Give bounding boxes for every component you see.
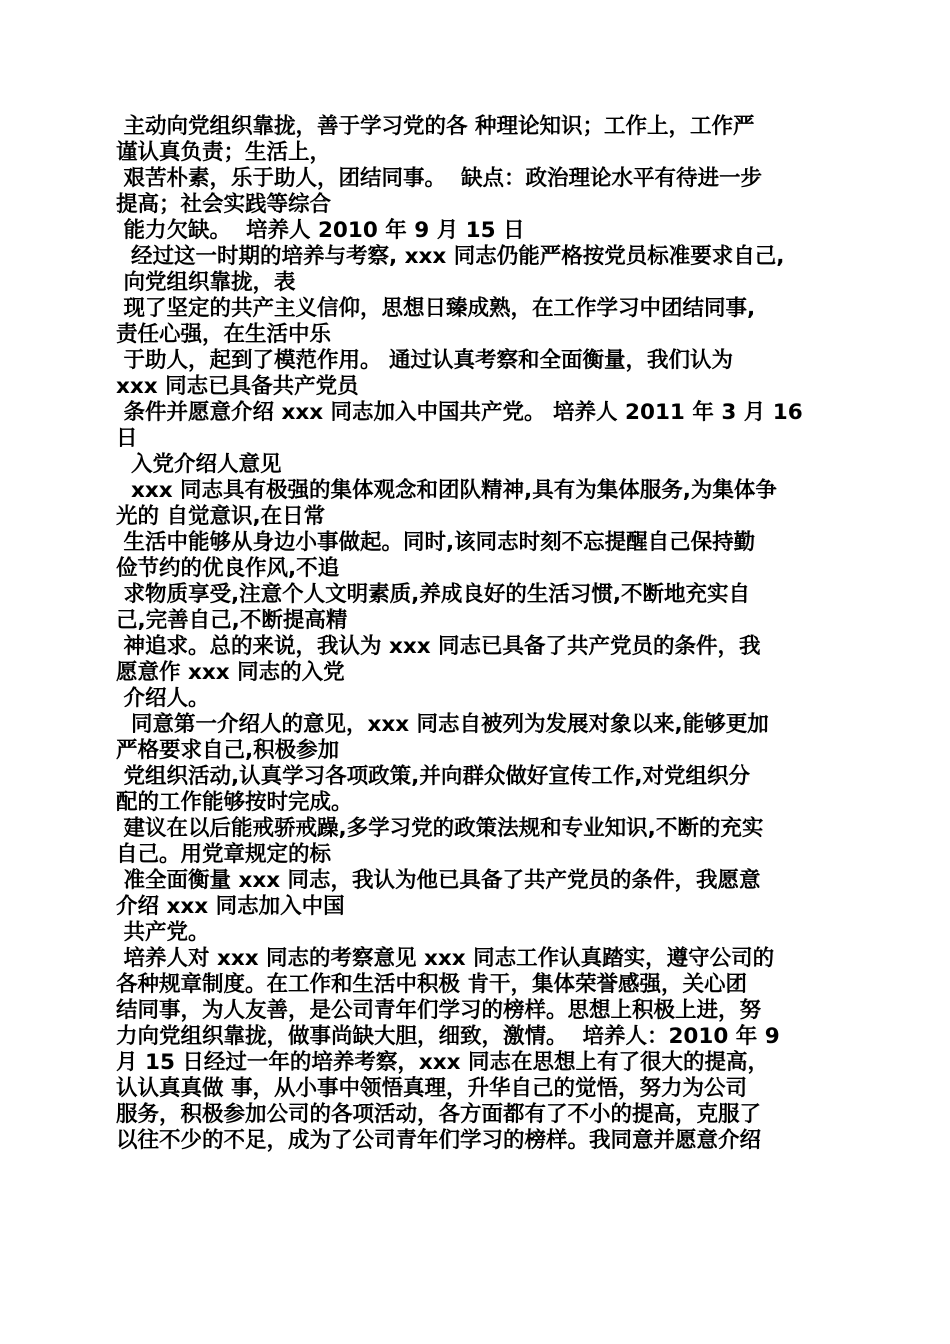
text-line: 自己。用党章规定的标 [116, 842, 332, 867]
text-line: 各种规章制度。在工作和生活中积极 肯干，集体荣誉感强，关心团 [116, 972, 747, 997]
text-line: 建议在以后能戒骄戒躁,多学习党的政策法规和专业知识,不断的充实 [116, 816, 764, 841]
text-line: 月 15 日经过一年的培养考察，xxx 同志在思想上有了很大的提高， [116, 1050, 769, 1075]
text-line: 谨认真负责；生活上， [116, 140, 332, 165]
text-line: xxx 同志具有极强的集体观念和团队精神,具有为集体服务,为集体争 [116, 478, 777, 503]
text-line: 能力欠缺。 培养人 2010 年 9 月 15 日 [116, 218, 525, 243]
text-line: 结同事，为人友善，是公司青年们学习的榜样。思想上积极上进，努 [116, 998, 762, 1023]
text-line: 党组织活动,认真学习各项政策,并向群众做好宣传工作,对党组织分 [116, 764, 750, 789]
document-body [116, 114, 838, 1154]
text-line: 力向党组织靠拢，做事尚缺大胆，细致，激情。 培养人：2010 年 9 [116, 1024, 780, 1049]
text-line: 经过这一时期的培养与考察, xxx 同志仍能严格按党员标准要求自己, [116, 244, 785, 269]
text-line: 责任心强，在生活中乐 [116, 322, 332, 347]
text-line: 严格要求自己,积极参加 [116, 738, 340, 763]
text-line: 日 [116, 426, 138, 451]
text-line: 介绍人。 [116, 686, 210, 711]
text-line: 现了坚定的共产主义信仰，思想日臻成熟，在工作学习中团结同事, [116, 296, 756, 321]
text-line: 认认真真做 事，从小事中领悟真理，升华自己的觉悟，努力为公司 [116, 1076, 747, 1101]
text-line: 配的工作能够按时完成。 [116, 790, 353, 815]
text-line: 生活中能够从身边小事做起。同时,该同志时刻不忘提醒自己保持勤 [116, 530, 756, 555]
text-line: 介绍 xxx 同志加入中国 [116, 894, 345, 919]
text-line: 于助人，起到了模范作用。 通过认真考察和全面衡量，我们认为 [116, 348, 733, 373]
text-line: 俭节约的优良作风,不追 [116, 556, 340, 581]
text-line: xxx 同志已具备共产党员 [116, 374, 359, 399]
text-line: 入党介绍人意见 [116, 452, 282, 477]
text-line: 向党组织靠拢，表 [116, 270, 296, 295]
text-line: 光的 自觉意识,在日常 [116, 504, 326, 529]
text-line: 条件并愿意介绍 xxx 同志加入中国共产党。 培养人 2011 年 3 月 16 [116, 400, 803, 425]
text-line: 同意第一介绍人的意见，xxx 同志自被列为发展对象以来,能够更加 [116, 712, 769, 737]
text-line: 求物质享受,注意个人文明素质,养成良好的生活习惯,不断地充实自 [116, 582, 750, 607]
text-line: 艰苦朴素，乐于助人，团结同事。 缺点：政治理论水平有待进一步 [116, 166, 762, 191]
text-line: 神追求。总的来说，我认为 xxx 同志已具备了共产党员的条件，我 [116, 634, 761, 659]
text-line: 己,完善自己,不断提高精 [116, 608, 348, 633]
text-line: 培养人对 xxx 同志的考察意见 xxx 同志工作认真踏实，遵守公司的 [116, 946, 775, 971]
text-line: 共产党。 [116, 920, 210, 945]
text-line: 主动向党组织靠拢，善于学习党的各 种理论知识；工作上，工作严 [116, 114, 755, 139]
text-line: 愿意作 xxx 同志的入党 [116, 660, 345, 685]
text-line: 服务，积极参加公司的各项活动，各方面都有了不小的提高，克服了 [116, 1102, 762, 1127]
text-line: 以往不少的不足，成为了公司青年们学习的榜样。我同意并愿意介绍 [116, 1128, 762, 1153]
text-line: 提高；社会实践等综合 [116, 192, 332, 217]
text-line: 准全面衡量 xxx 同志，我认为他已具备了共产党员的条件，我愿意 [116, 868, 761, 893]
